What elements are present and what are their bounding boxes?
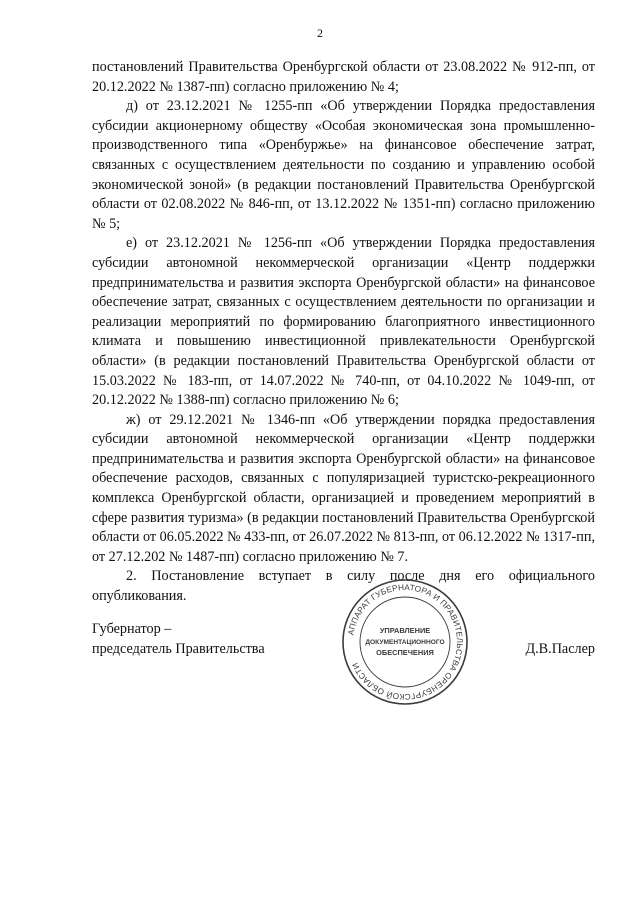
paragraph: е) от 23.12.2021 № 1256-пп «Об утверждении Порядка предоставления субсидии автономной некоммерческой организации «Центр поддержки предпринимательства и развития экспорта Оренбургской области» на финансовое обеспечение затрат, связанных с осуществлением деятельности по организации и реализации мероприятий по формированию благоприятного инвестиционного климата и повышению инвестиционной привлекательности Оренбургской области» (в редакции постановлений Правительства Оренбургской области от 15.03.2022 № 183-пп, от 14.07.2022 № 740-пп, от 04.10.2022 № 1049-пп, от 20.12.2022 № 1388-пп) согласно приложению № 6; [92,235,595,409]
official-seal-stamp [340,577,470,707]
signatory-title [92,620,265,659]
seal-ring-text: АППАРАТ ГУБЕРНАТОРА И ПРАВИТЕЛЬСТВА ОРЕНБУРГСКОЙ ОБЛАСТИ [346,582,465,702]
seal-center-line: ОБЕСПЕЧЕНИЯ [376,648,434,657]
seal-graphic [340,577,470,707]
paragraph: д) от 23.12.2021 № 1255-пп «Об утверждении Порядка предоставления субсидии акционерному обществу «Особая экономическая зона промышленно-производственного типа «Оренбуржье» на финансовое обеспечение затрат, связанных с осуществлением деятельности по созданию и управлению особой экономической зоной» (в редакции постановлений Правительства Оренбургской области от 02.08.2022 № 846-пп, от 13.12.2022 № 1351-пп) согласно приложению № 5; [92,98,595,232]
paragraph: 2. Постановление вступает в силу после дня его официального опубликования. [92,568,595,605]
paragraph: ж) от 29.12.2021 № 1346-пп «Об утверждении порядка предоставления субсидии автономной некоммерческой организации «Центр поддержки предпринимательства и развития экспорта Оренбургской области» на финансовое обеспечение расходов, связанных с популяризацией туристско-рекреационного комплекса Оренбургской области, организацией и проведением мероприятий в сфере развития туризма» (в редакции постановлений Правительства Оренбургской области от 06.05.2022 № 433-пп, от 26.07.2022 № 813-пп, от 06.12.2022 № 1317-пп, от 27.12.202 № 1487-пп) согласно приложению № 7. [92,411,595,565]
seal-center-line: ДОКУМЕНТАЦИОННОГО [365,639,445,646]
signatory-title-line: председатель Правительства [92,640,265,657]
signatory-name: Д.В.Паслер [525,641,595,657]
signatory-title-line: Губернатор – [92,621,172,637]
seal-center-line: УПРАВЛЕНИЕ [379,626,431,635]
paragraph: постановлений Правительства Оренбургской области от 23.08.2022 № 912-пп, от 20.12.2022 № 1387-пп) согласно приложению № 4; [92,59,595,95]
document-body [92,58,595,607]
page-number: 2 [317,26,323,40]
